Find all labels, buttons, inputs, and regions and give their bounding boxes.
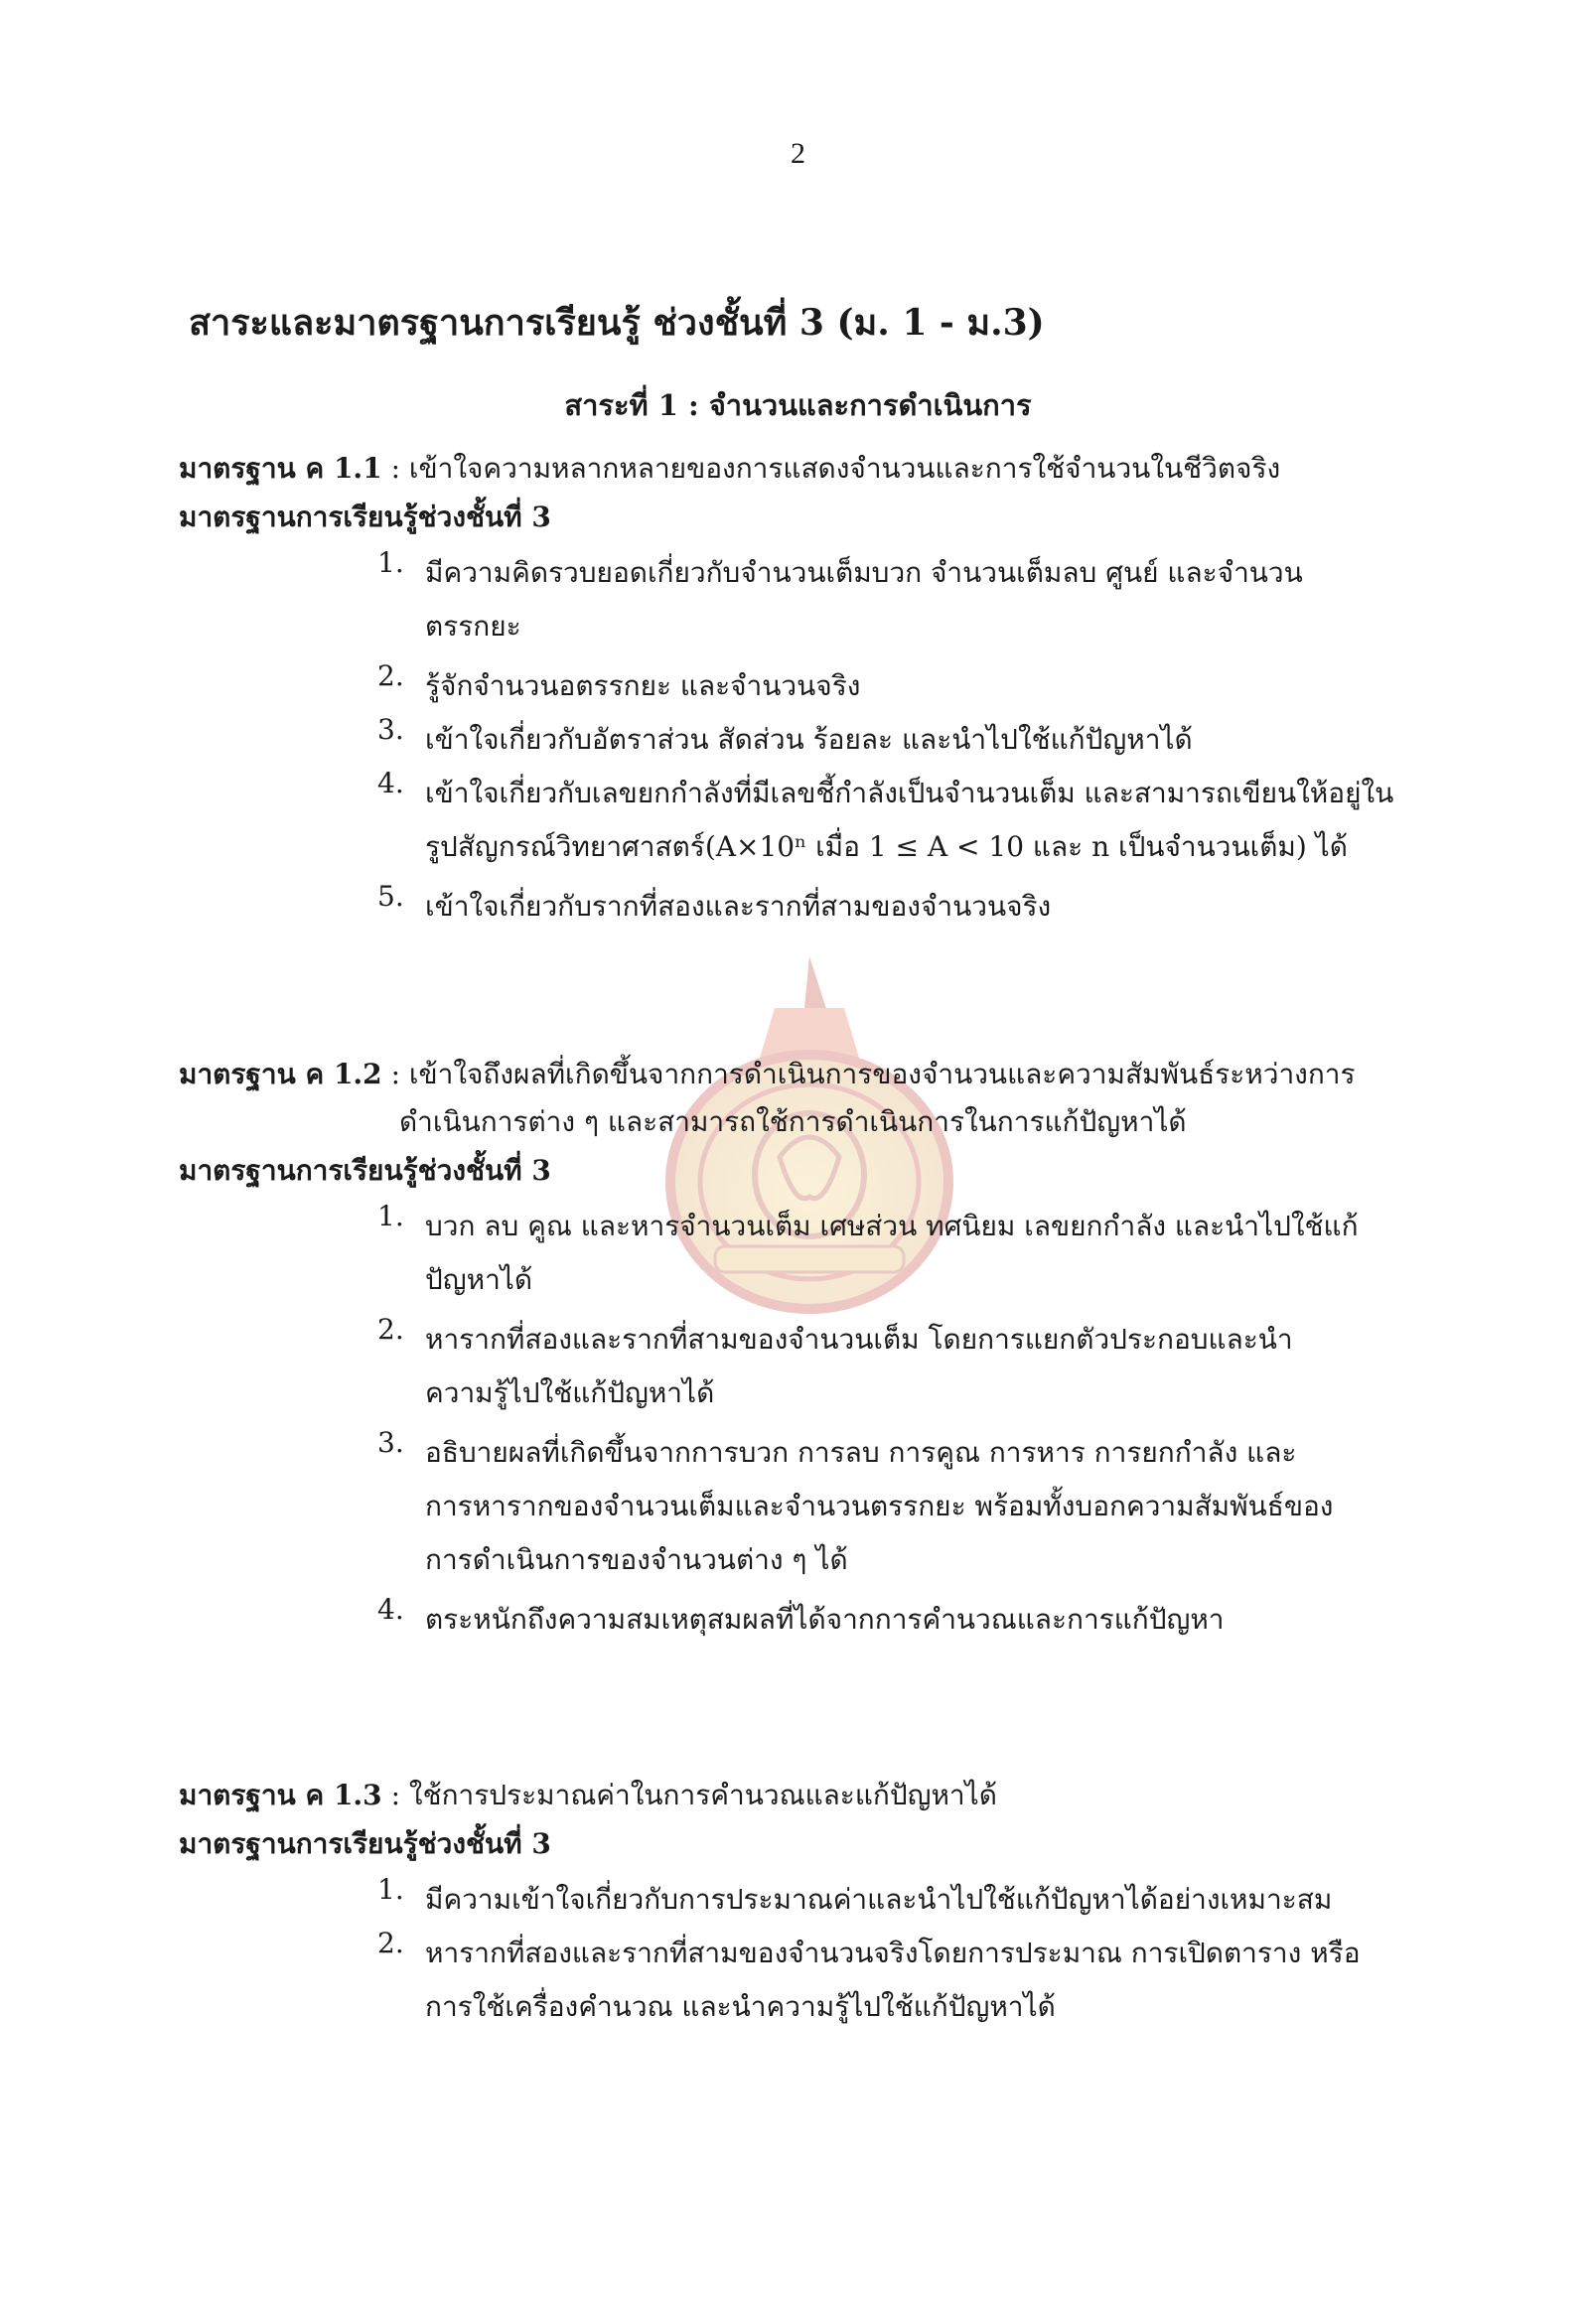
item-text: เข้าใจเกี่ยวกับอัตราส่วน สัดส่วน ร้อยละ และนำไปใช้แก้ปัญหาได้ (425, 723, 1193, 756)
item-number: 4. (377, 1593, 404, 1626)
list-item (179, 1927, 1470, 2034)
item-list (179, 546, 1470, 934)
standard-heading (179, 445, 1470, 493)
item-number: 5. (377, 880, 404, 913)
list-item (179, 1873, 1470, 1927)
item-number: 3. (377, 713, 404, 746)
item-text: หารากที่สองและรากที่สามของจำนวนเต็ม โดยการแยกตัวประกอบและนำ (425, 1323, 1293, 1356)
list-item (179, 1426, 1470, 1587)
item-text: ปัญหาได้ (425, 1263, 533, 1296)
page-title: สาระและมาตรฐานการเรียนรู้ ช่วงชั้นที่ 3 (ม. 1 - ม.3) (189, 302, 1045, 344)
item-list (179, 1200, 1470, 1647)
item-text: บวก ลบ คูณ และหารจำนวนเต็ม เศษส่วน ทศนิยม เลขยกกำลัง และนำไปใช้แก้ (425, 1210, 1359, 1242)
standard-text: : เข้าใจความหลากหลายของการแสดงจำนวนและการใช้จำนวนในชีวิตจริง (390, 452, 1281, 485)
item-text: เข้าใจเกี่ยวกับเลขยกกำลังที่มีเลขชี้กำลังเป็นจำนวนเต็ม และสามารถเขียนให้อยู่ใน (425, 777, 1394, 809)
standard-section (179, 1051, 1470, 1647)
list-item (179, 713, 1470, 767)
strand-title: สาระที่ 1 : จำนวนและการดำเนินการ (564, 388, 1032, 422)
item-number: 1. (377, 1873, 404, 1906)
item-text: อธิบายผลที่เกิดขึ้นจากการบวก การลบ การคูณ การหาร การยกกำลัง และ (425, 1436, 1297, 1469)
standard-code: มาตรฐาน ค 1.3 (179, 1779, 382, 1811)
item-text: รูปสัญกรณ์วิทยาศาสตร์(A×10ⁿ เมื่อ 1 ≤ A < 10 และ n เป็นจำนวนเต็ม) ได้ (425, 830, 1348, 863)
list-item (179, 880, 1470, 934)
list-item (179, 1593, 1470, 1647)
item-number: 2. (377, 659, 404, 692)
page-number: 2 (791, 137, 805, 170)
standard-code: มาตรฐาน ค 1.1 (179, 452, 382, 485)
item-text: การดำเนินการของจำนวนต่าง ๆ ได้ (425, 1543, 848, 1576)
standard-heading (179, 1051, 1470, 1098)
item-number: 2. (377, 1927, 404, 1959)
list-item (179, 1313, 1470, 1420)
item-text: การใช้เครื่องคำนวณ และนำความรู้ไปใช้แก้ปัญหาได้ (425, 1990, 1056, 2023)
standard-text: : ใช้การประมาณค่าในการคำนวณและแก้ปัญหาได้ (390, 1779, 997, 1811)
item-number: 2. (377, 1313, 404, 1346)
item-text: ตระหนักถึงความสมเหตุสมผลที่ได้จากการคำนวณและการแก้ปัญหา (425, 1603, 1225, 1636)
item-number: 1. (377, 1200, 404, 1232)
standard-section (179, 1772, 1470, 2040)
item-text: เข้าใจเกี่ยวกับรากที่สองและรากที่สามของจำนวนจริง (425, 890, 1052, 923)
list-item (179, 767, 1470, 874)
item-text: ความรู้ไปใช้แก้ปัญหาได้ (425, 1376, 715, 1409)
list-item (179, 1200, 1470, 1307)
item-text: ตรรกยะ (425, 610, 521, 643)
item-text: การหารากของจำนวนเต็มและจำนวนตรรกยะ พร้อมทั้งบอกความสัมพันธ์ของ (425, 1490, 1334, 1522)
item-text: รู้จักจำนวนอตรรกยะ และจำนวนจริง (425, 669, 861, 702)
learning-standard-heading: มาตรฐานการเรียนรู้ช่วงชั้นที่ 3 (179, 1154, 551, 1187)
item-number: 1. (377, 546, 404, 579)
standard-section (179, 445, 1470, 934)
standard-code: มาตรฐาน ค 1.2 (179, 1058, 382, 1090)
item-text: มีความคิดรวบยอดเกี่ยวกับจำนวนเต็มบวก จำนวนเต็มลบ ศูนย์ และจำนวน (425, 556, 1303, 589)
standard-heading (179, 1772, 1470, 1819)
item-list (179, 1873, 1470, 2034)
item-number: 3. (377, 1426, 404, 1459)
learning-standard-heading: มาตรฐานการเรียนรู้ช่วงชั้นที่ 3 (179, 501, 551, 533)
standard-text: : เข้าใจถึงผลที่เกิดขึ้นจากการดำเนินการของจำนวนและความสัมพันธ์ระหว่างการ (390, 1058, 1356, 1090)
item-text: หารากที่สองและรากที่สามของจำนวนจริงโดยการประมาณ การเปิดตาราง หรือ (425, 1937, 1361, 1969)
standard-text-continued: ดำเนินการต่าง ๆ และสามารถใช้การดำเนินการในการแก้ปัญหาได้ (399, 1105, 1187, 1138)
item-number: 4. (377, 767, 404, 799)
list-item (179, 546, 1470, 653)
list-item (179, 659, 1470, 713)
learning-standard-heading: มาตรฐานการเรียนรู้ช่วงชั้นที่ 3 (179, 1827, 551, 1860)
item-text: มีความเข้าใจเกี่ยวกับการประมาณค่าและนำไปใช้แก้ปัญหาได้อย่างเหมาะสม (425, 1883, 1333, 1916)
